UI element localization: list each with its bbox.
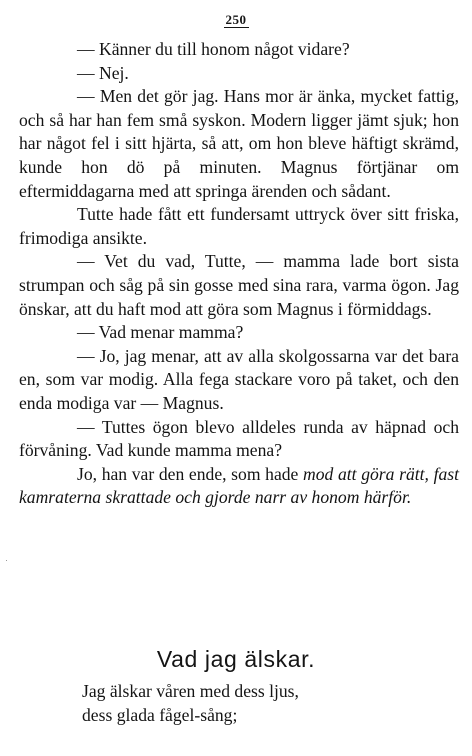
body-text (19, 38, 459, 510)
paragraph-9-italic: mod att göra rätt, fast kamraterna skrattade och gjorde narr av honom härför. (19, 463, 459, 508)
poem-heading: Vad jag älskar. (156, 646, 316, 672)
page-number (0, 12, 472, 28)
paragraph-1: — Känner du till honom något vidare? (77, 39, 350, 59)
poem-line-2: dess glada fågel-sång; (82, 704, 238, 725)
paragraph-4: Tutte hade fått ett fundersamt uttryck över sitt friska, frimodiga ansikte. (19, 204, 459, 248)
paragraph-6: — Vad menar mamma? (77, 322, 244, 343)
paragraph-8: — Tuttes ögon blevo alldeles runda av häpnad och förvåning. Vad kunde mamma mena? (19, 416, 459, 461)
paragraph-7: — Jo, jag menar, att av alla skolgossarna var det bara en, som var modig. Alla fega stackare voro på taket, och den enda modiga var — Magnus. (19, 345, 459, 413)
paragraph-9-plain: Jo, han var den ende, som hade (77, 463, 304, 484)
poem (82, 680, 299, 727)
paragraph-9 (19, 463, 459, 510)
poem-line-1: Jag älskar våren med dess ljus, (82, 681, 299, 701)
paragraph-5: — Vet du vad, Tutte, — mamma lade bort sista strumpan och såg på sin gosse med sina rara, varma ögon. Jag önskar, att du haft mod att göra som Magnus i förmiddags. (19, 251, 459, 319)
margin-speck (6, 560, 7, 561)
paragraph-2: — Nej. (77, 62, 129, 83)
paragraph-3: — Men det gör jag. Hans mor är änka, mycket fattig, och så har han fem små syskon. Modern ligger jämt sjuk; hon har något fel i sitt hjärta, så att, om hon bleve häftigt skrämd, kunde hon dö på minuten. Magnus förtjänar om eftermiddagarna med att springa ärenden och sådant. (19, 86, 459, 201)
page-number-text: 250 (225, 12, 247, 27)
